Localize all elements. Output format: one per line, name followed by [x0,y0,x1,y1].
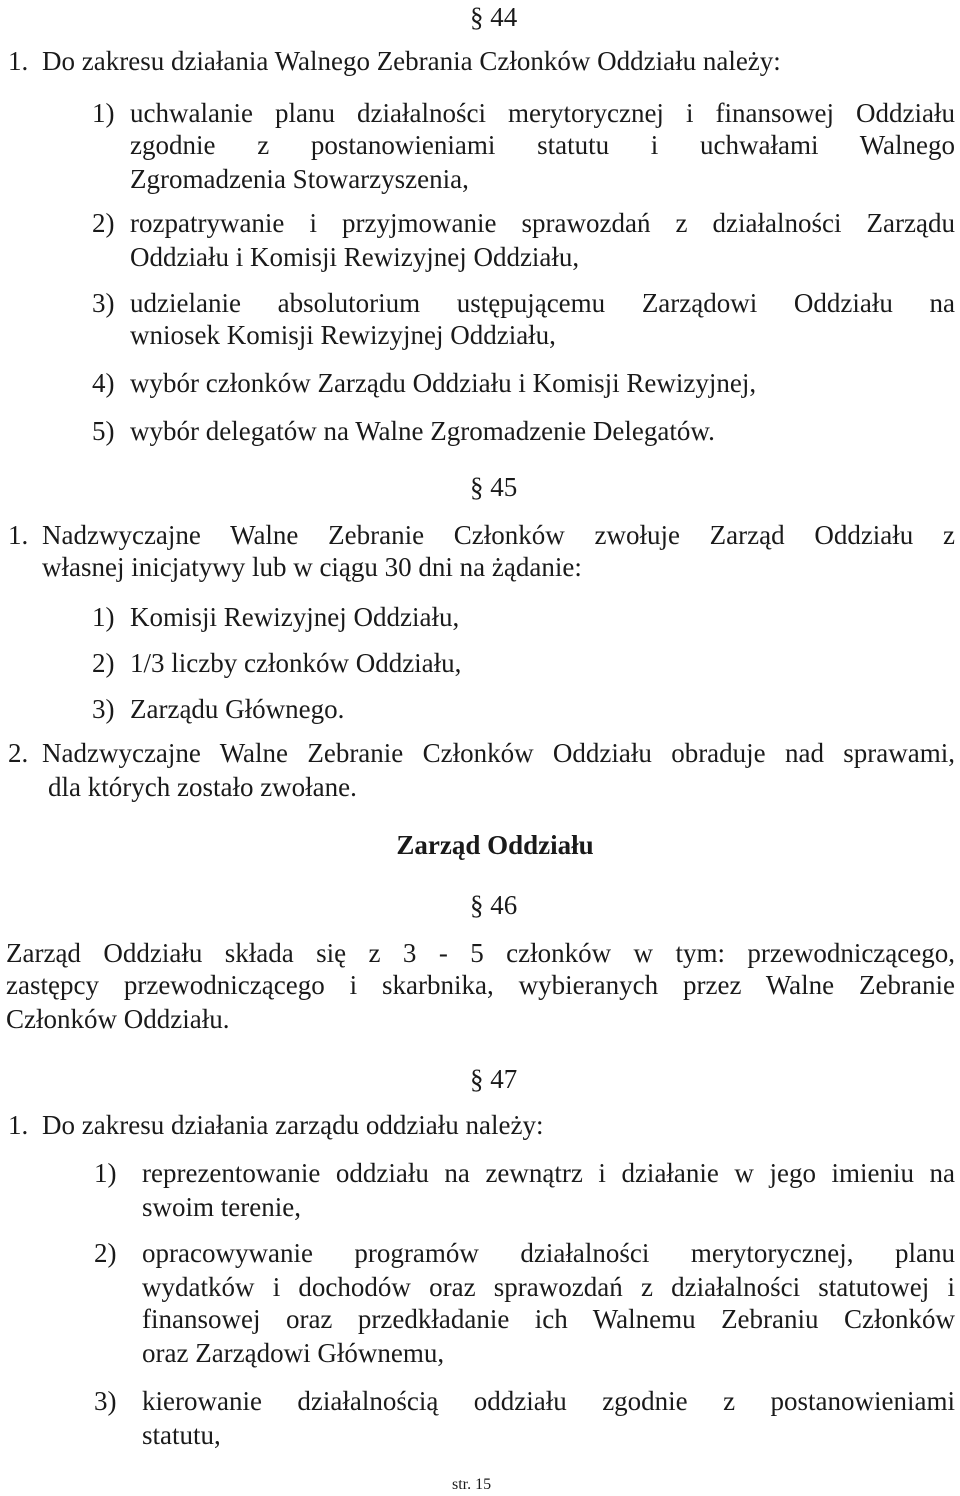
item-text-line: Zarządu Głównego. [130,694,345,724]
item-text-line: Oddziału i Komisji Rewizyjnej Oddziału, [130,242,580,272]
clause-text-line: własnej inicjatywy lub w ciągu 30 dni na żądanie: [42,552,582,582]
item-text-line: oraz Zarządowi Głównemu, [142,1338,445,1368]
item-text-line: uchwalanie planu działalności merytorycznej i finansowej Oddziału [130,98,955,128]
body-text-line: Członków Oddziału. [6,1004,230,1034]
section-heading: Zarząd Oddziału [396,830,594,860]
item-number: 2) [92,208,115,238]
item-number: 4) [92,368,115,398]
item-text-line: kierowanie działalnością oddziału zgodnie z postanowieniami [142,1386,955,1416]
item-text-line: Komisji Rewizyjnej Oddziału, [130,602,460,632]
clause-number: 1. [8,1110,29,1140]
clause-text: Do zakresu działania Walnego Zebrania Członków Oddziału należy: [42,46,781,76]
item-text-line: 1/3 liczby członków Oddziału, [130,648,462,678]
item-text-line: wydatków i dochodów oraz sprawozdań z działalności statutowej i [142,1272,955,1302]
item-number: 1) [92,602,115,632]
item-text-line: wybór delegatów na Walne Zgromadzenie Delegatów. [130,416,715,446]
paragraph-symbol-47: § 47 [470,1064,518,1094]
page-number: str. 15 [452,1476,492,1493]
paragraph-symbol-44: § 44 [470,2,518,32]
item-number: 2) [92,648,115,678]
clause-number: 1. [8,46,29,76]
item-number: 1) [92,98,115,128]
item-text-line: zgodnie z postanowieniami statutu i uchwałami Walnego [130,130,955,160]
item-text-line: opracowywanie programów działalności merytorycznej, planu [142,1238,955,1268]
item-text-line: reprezentowanie oddziału na zewnątrz i działanie w jego imieniu na [142,1158,955,1188]
item-text-line: wniosek Komisji Rewizyjnej Oddziału, [130,320,556,350]
item-text-line: statutu, [142,1420,221,1450]
item-text-line: finansowej oraz przedkładanie ich Walnemu Zebraniu Członków [142,1304,955,1334]
item-text-line: udzielanie absolutorium ustępującemu Zarządowi Oddziału na [130,288,955,318]
item-number: 2) [94,1238,117,1268]
item-number: 3) [92,694,115,724]
item-number: 3) [92,288,115,318]
body-text-line: Zarząd Oddziału składa się z 3 - 5 członków w tym: przewodniczącego, [6,938,955,968]
item-text-line: rozpatrywanie i przyjmowanie sprawozdań z działalności Zarządu [130,208,955,238]
body-text-line: zastępcy przewodniczącego i skarbnika, wybieranych przez Walne Zebranie [6,970,955,1000]
item-text-line: Zgromadzenia Stowarzyszenia, [130,164,469,194]
clause-text-line: Nadzwyczajne Walne Zebranie Członków zwołuje Zarząd Oddziału z [42,520,955,550]
paragraph-symbol-45: § 45 [470,472,518,502]
clause-text: Do zakresu działania zarządu oddziału należy: [42,1110,544,1140]
clause-text-line: dla których zostało zwołane. [48,772,357,802]
item-number: 3) [94,1386,117,1416]
item-text-line: swoim terenie, [142,1192,301,1222]
item-number: 5) [92,416,115,446]
item-text-line: wybór członków Zarządu Oddziału i Komisji Rewizyjnej, [130,368,757,398]
clause-number: 1. [8,520,29,550]
item-number: 1) [94,1158,117,1188]
clause-number: 2. [8,738,29,768]
clause-text-line: Nadzwyczajne Walne Zebranie Członków Oddziału obraduje nad sprawami, [42,738,955,768]
paragraph-symbol-46: § 46 [470,890,518,920]
